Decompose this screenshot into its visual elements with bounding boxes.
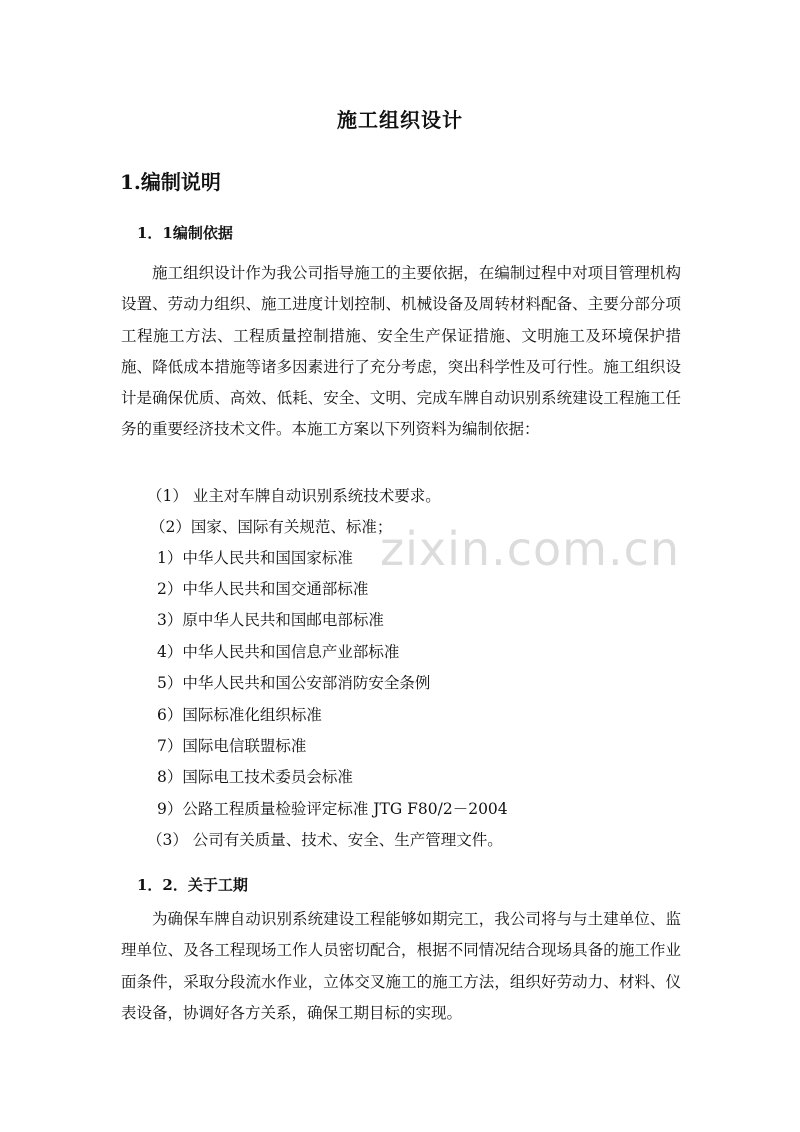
standard-item: 2）中华人民共和国交通部标准: [157, 580, 369, 598]
standard-item: 3）原中华人民共和国邮电部标准: [157, 611, 384, 629]
document-title: 施工组织设计: [337, 108, 463, 132]
standard-item: 9）公路工程质量检验评定标准 JTG F80/2－2004: [157, 800, 508, 818]
basis-paragraph: 施工组织设计作为我公司指导施工的主要依据，在编制过程中对项目管理机构设置、劳动力组织、施工进度计划控制、机械设备及周转材料配备、主要分部分项工程施工方法、工程质量控制措施、安全生产保证措施、文明施工及环境保护措施、降低成本措施等诸多因素进行了充分考虑，突出科学性及可行性。施工组织设计是确保优质、高效、低耗、安全、文明、完成车牌自动识别系统建设工程施工任务的重要经济技术文件。本施工方案以下列资料为编制依据：: [121, 264, 681, 439]
standard-item: 4）中华人民共和国信息产业部标准: [157, 643, 400, 661]
standard-item: 6）国际标准化组织标准: [157, 706, 322, 724]
subsection-heading-1-1: 1．1编制依据: [137, 224, 233, 242]
standard-item: 7）国际电信联盟标准: [157, 737, 307, 755]
standard-item: 1）中华人民共和国国家标准: [157, 549, 353, 567]
watermark: zixin.com.cn: [380, 522, 681, 576]
standard-item: 8）国际电工技术委员会标准: [157, 768, 353, 786]
list-item-2: （2）国家、国际有关规范、标准；: [150, 518, 393, 536]
schedule-paragraph: 为确保车牌自动识别系统建设工程能够如期完工，我公司将与与土建单位、监理单位、及各工程现场工作人员密切配合，根据不同情况结合现场具备的施工作业面条件，采取分段流水作业，立体交叉施工的施工方法，组织好劳动力、材料、仪表设备，协调好各方关系，确保工期目标的实现。: [121, 910, 681, 1022]
list-item-1: （1） 业主对车牌自动识别系统技术要求。: [147, 487, 441, 505]
standard-item: 5）中华人民共和国公安部消防安全条例: [157, 674, 431, 692]
subsection-heading-1-2: 1．2．关于工期: [137, 876, 248, 894]
list-item-3: （3） 公司有关质量、技术、安全、生产管理文件。: [147, 831, 503, 849]
section-heading-1: 1.编制说明: [120, 170, 221, 194]
